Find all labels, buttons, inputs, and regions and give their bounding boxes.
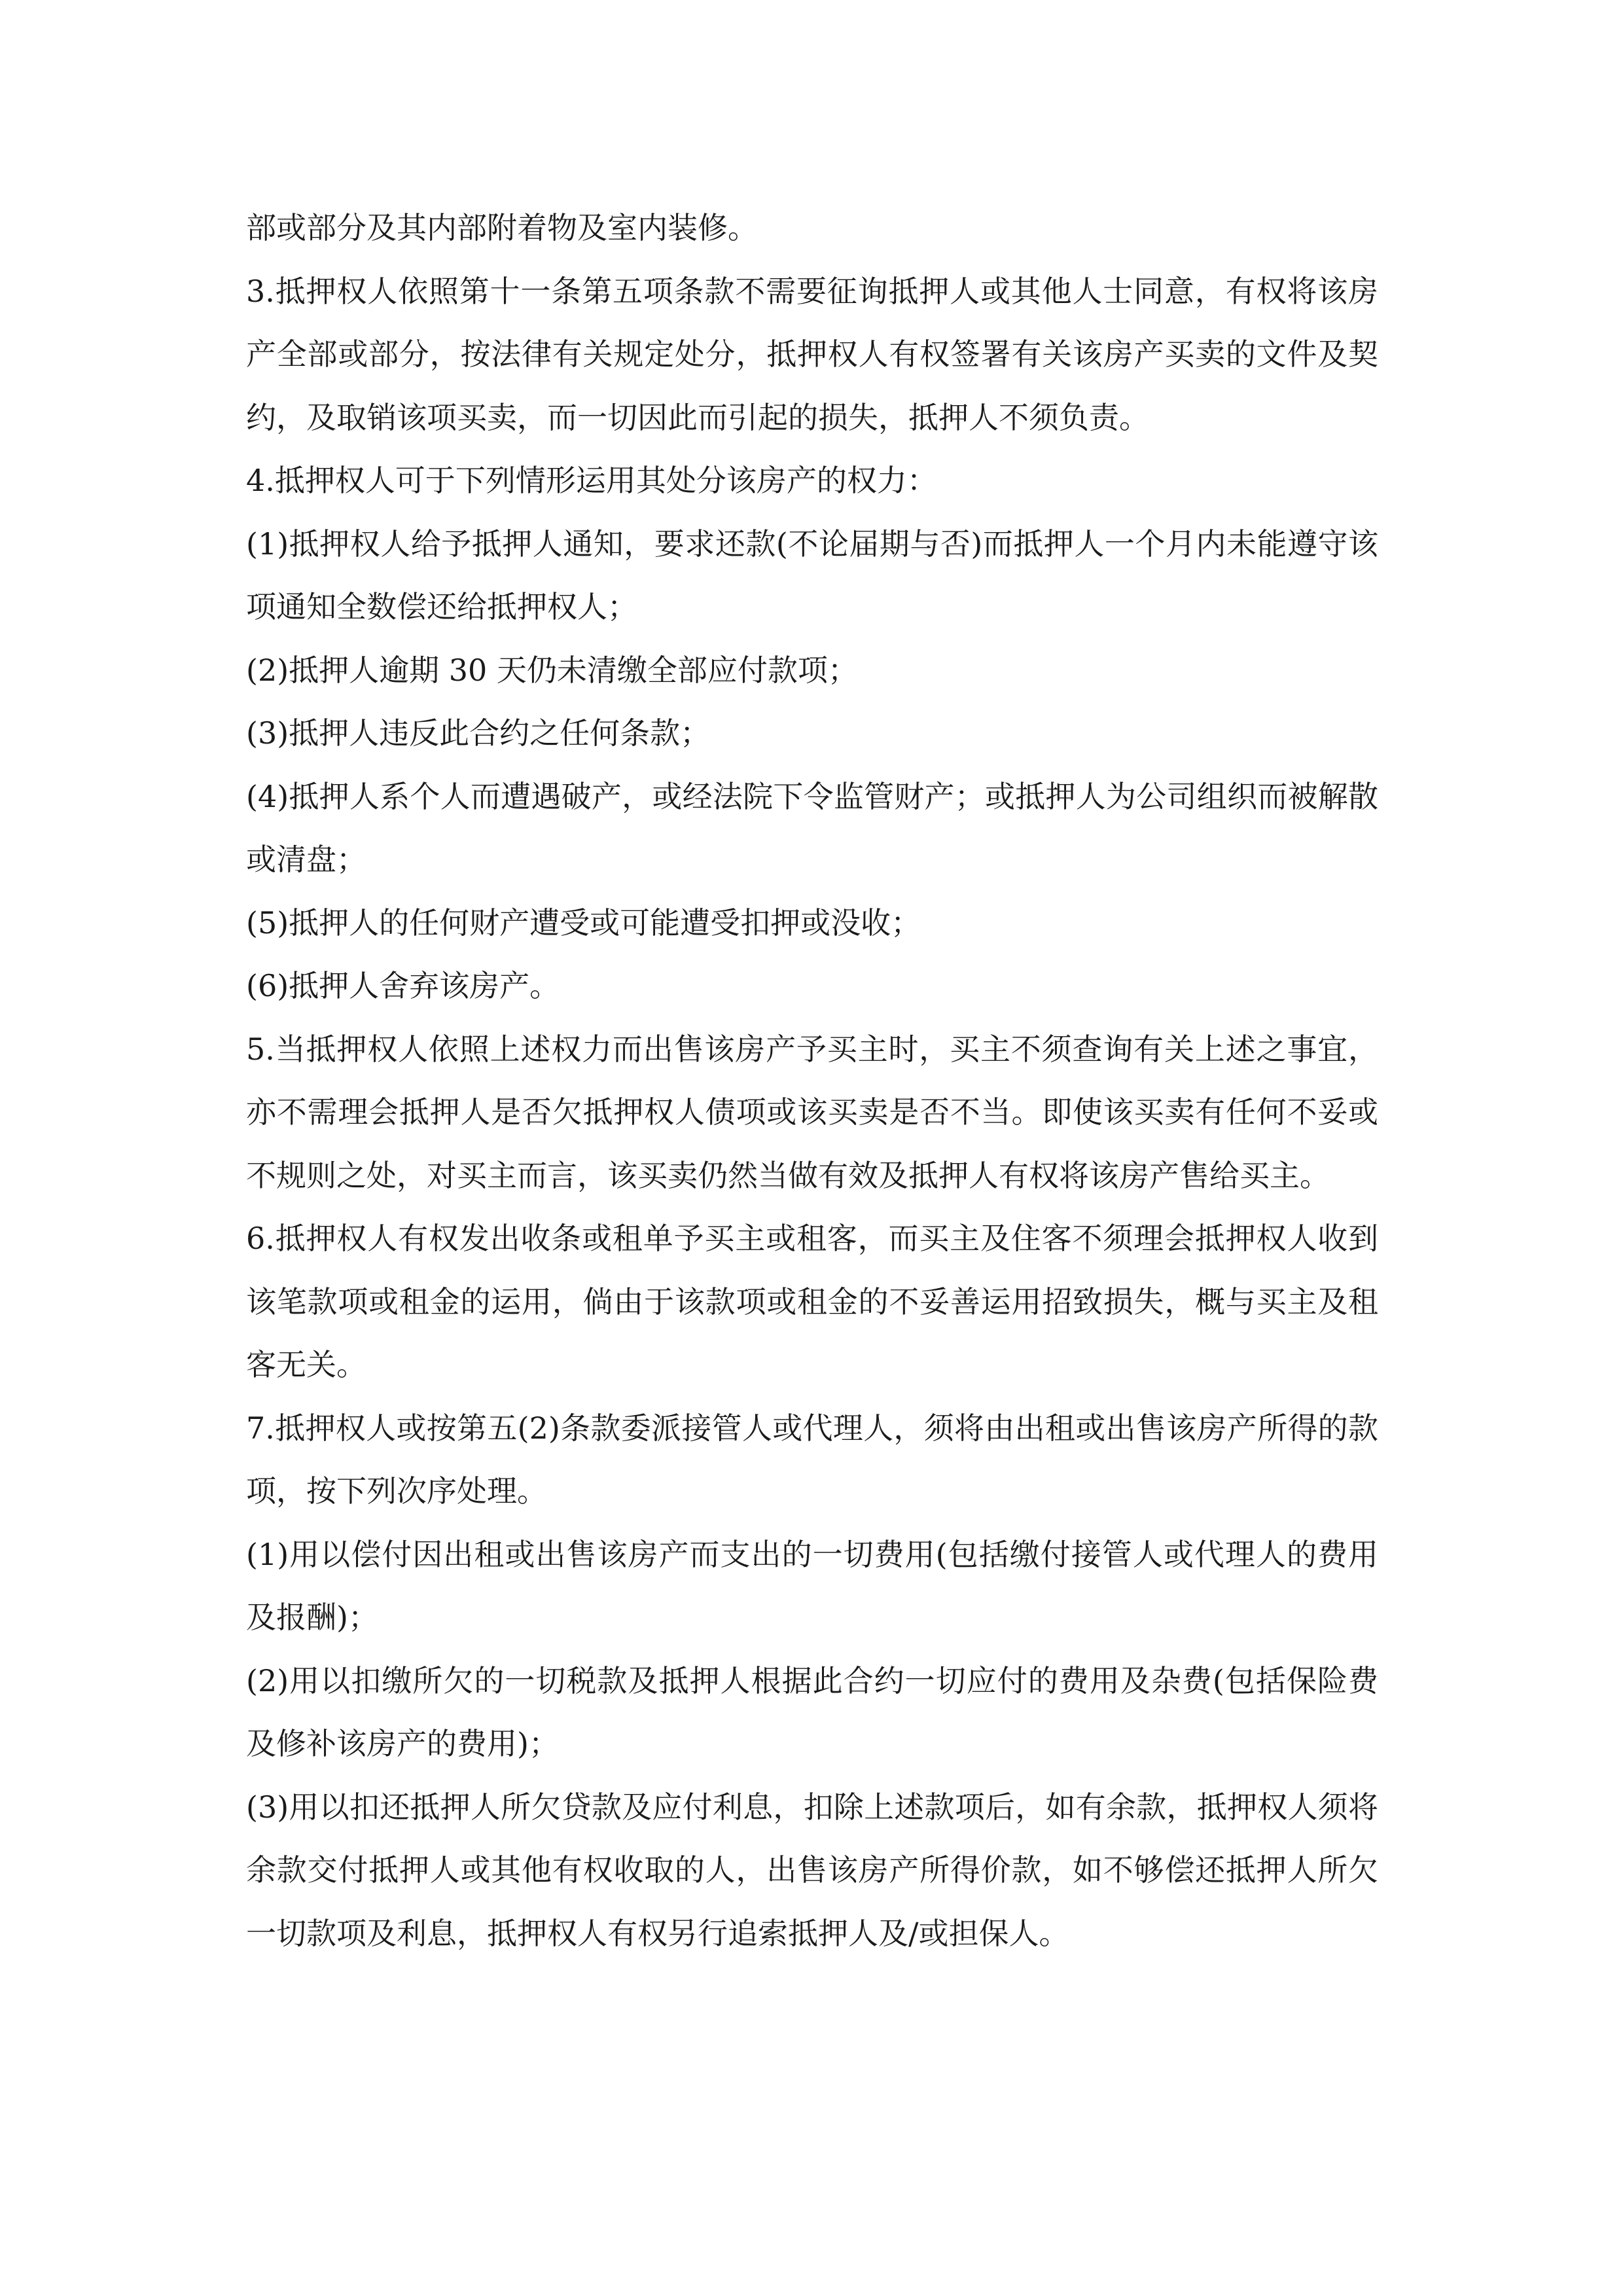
paragraph-continuation: 部或部分及其内部附着物及室内装修。 — [246, 210, 758, 245]
clause-7-item-1: (1)用以偿付因出租或出售该房产而支出的一切费用(包括缴付接管人或代理人的费用及报酬)； — [246, 1536, 1378, 1635]
clause-4-item-1: (1)抵押权人给予抵押人通知，要求还款(不论届期与否)而抵押人一个月内未能遵守该项通知全数偿还给抵押权人； — [246, 526, 1378, 624]
clause-4-item-5: (5)抵押人的任何财产遭受或可能遭受扣押或没收； — [246, 905, 921, 941]
clause-4-item-2: (2)抵押人逾期 30 天仍未清缴全部应付款项； — [246, 652, 858, 688]
clause-7: 7.抵押权人或按第五(2)条款委派接管人或代理人，须将由出租或出售该房产所得的款项，按下列次序处理。 — [246, 1410, 1378, 1509]
document-body — [246, 196, 1378, 1965]
clause-6: 6.抵押权人有权发出收条或租单予买主或租客，而买主及住客不须理会抵押权人收到该笔款项或租金的运用，倘由于该款项或租金的不妥善运用招致损失，概与买主及租客无关。 — [246, 1221, 1378, 1382]
clause-7-item-2: (2)用以扣缴所欠的一切税款及抵押人根据此合约一切应付的费用及杂费(包括保险费及修补该房产的费用)； — [246, 1662, 1378, 1761]
clause-4-item-6: (6)抵押人舍弃该房产。 — [246, 968, 560, 1003]
clause-3: 3.抵押权人依照第十一条第五项条款不需要征询抵押人或其他人士同意，有权将该房产全部或部分，按法律有关规定处分，抵押权人有权签署有关该房产买卖的文件及契约，及取销该项买卖，而一切因此而引起的损失，抵押人不须负责。 — [246, 273, 1378, 435]
clause-4-item-3: (3)抵押人违反此合约之任何条款； — [246, 715, 711, 751]
clause-7-item-3: (3)用以扣还抵押人所欠贷款及应付利息，扣除上述款项后，如有余款，抵押权人须将余款交付抵押人或其他有权收取的人，出售该房产所得价款，如不够偿还抵押人所欠一切款项及利息，抵押权人有权另行追索抵押人及/或担保人。 — [246, 1789, 1378, 1951]
clause-4: 4.抵押权人可于下列情形运用其处分该房产的权力： — [246, 463, 937, 498]
clause-5: 5.当抵押权人依照上述权力而出售该房产予买主时，买主不须查询有关上述之事宜，亦不需理会抵押人是否欠抵押权人债项或该买卖是否不当。即使该买卖有任何不妥或不规则之处，对买主而言，该买卖仍然当做有效及抵押人有权将该房产售给买主。 — [246, 1031, 1378, 1193]
clause-4-item-4: (4)抵押人系个人而遭遇破产，或经法院下令监管财产；或抵押人为公司组织而被解散或清盘； — [246, 778, 1378, 877]
